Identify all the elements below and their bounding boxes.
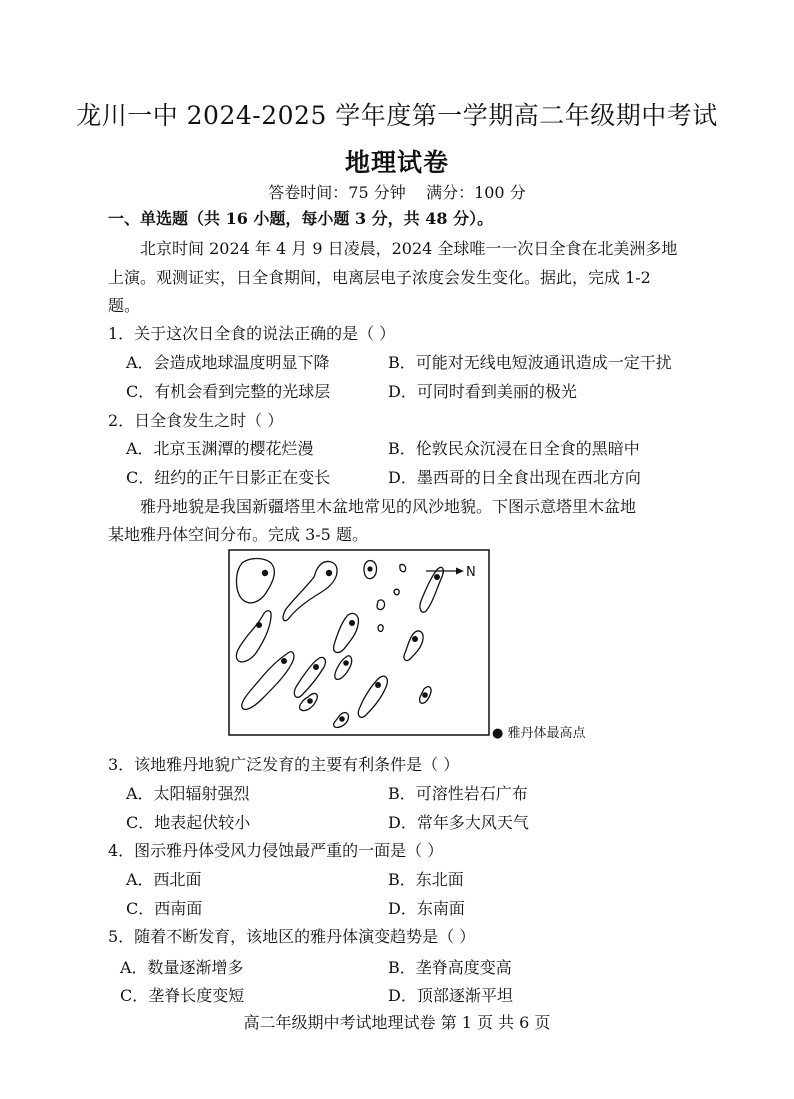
question-2-option-a: A．北京玉渊潭的樱花烂漫 (126, 439, 314, 458)
section-heading: 一、单选题（共 16 小题，每小题 3 分，共 48 分）。 (108, 209, 494, 228)
passage1-line: 北京时间 2024 年 4 月 9 日凌晨，2024 全球唯一一次日全食在北美洲多地 (140, 239, 678, 258)
question-4-option-c: C．西南面 (126, 899, 203, 918)
north-arrow-icon (426, 568, 464, 575)
north-label: N (466, 565, 476, 580)
question-1-option-d: D．可同时看到美丽的极光 (388, 382, 577, 401)
passage2-line: 某地雅丹体空间分布。完成 3-5 题。 (108, 525, 368, 544)
question-2-stem: 2．日全食发生之时（ ） (108, 411, 284, 430)
subject-title: 地理试卷 (344, 148, 449, 177)
exam-time-info: 答卷时间：75 分钟 满分：100 分 (268, 183, 526, 202)
question-3-option-c: C．地表起伏较小 (126, 813, 251, 832)
question-4-stem: 4．图示雅丹体受风力侵蚀最严重的一面是（ ） (108, 841, 444, 860)
question-5-option-d: D．顶部逐渐平坦 (388, 986, 513, 1005)
question-2-option-b: B．伦敦民众沉浸在日全食的黑暗中 (388, 439, 640, 458)
question-1-option-b: B．可能对无线电短波通讯造成一定干扰 (388, 353, 672, 372)
passage1-line: 题。 (108, 296, 141, 315)
passage1-line: 上演。观测证实，日全食期间，电离层电子浓度会发生变化。据此，完成 1-2 (108, 268, 651, 287)
passage2-line: 雅丹地貌是我国新疆塔里木盆地常见的风沙地貌。下图示意塔里木盆地 (140, 497, 637, 516)
question-2-option-d: D．墨西哥的日全食出现在西北方向 (388, 468, 641, 487)
question-3-stem: 3．该地雅丹地貌广泛发育的主要有利条件是（ ） (108, 755, 460, 774)
question-3-option-b: B．可溶性岩石广布 (388, 784, 528, 803)
question-4-option-a: A．西北面 (126, 870, 202, 889)
question-5-option-c: C．垄脊长度变短 (120, 986, 245, 1005)
question-3-option-a: A．太阳辐射强烈 (126, 784, 250, 803)
question-1-stem: 1．关于这次日全食的说法正确的是（ ） (108, 324, 396, 343)
question-1-option-a: A．会造成地球温度明显下降 (126, 353, 330, 372)
question-2-option-c: C．纽约的正午日影正在变长 (126, 468, 331, 487)
question-4-option-d: D．东南面 (388, 899, 465, 918)
page-footer: 高二年级期中考试地理试卷 第 1 页 共 6 页 (243, 1013, 551, 1032)
question-5-option-a: A．数量逐渐增多 (120, 958, 244, 977)
yardang-distribution-map (228, 549, 490, 736)
question-1-option-c: C．有机会看到完整的光球层 (126, 382, 331, 401)
question-4-option-b: B．东北面 (388, 870, 464, 889)
question-3-option-d: D．常年多大风天气 (388, 813, 529, 832)
question-5-stem: 5．随着不断发育，该地区的雅丹体演变趋势是（ ） (108, 927, 476, 946)
map-legend: ● 雅丹体最高点 (492, 726, 586, 741)
question-5-option-b: B．垄脊高度变高 (388, 958, 512, 977)
exam-title: 龙川一中 2024-2025 学年度第一学期高二年级期中考试 (76, 101, 718, 130)
